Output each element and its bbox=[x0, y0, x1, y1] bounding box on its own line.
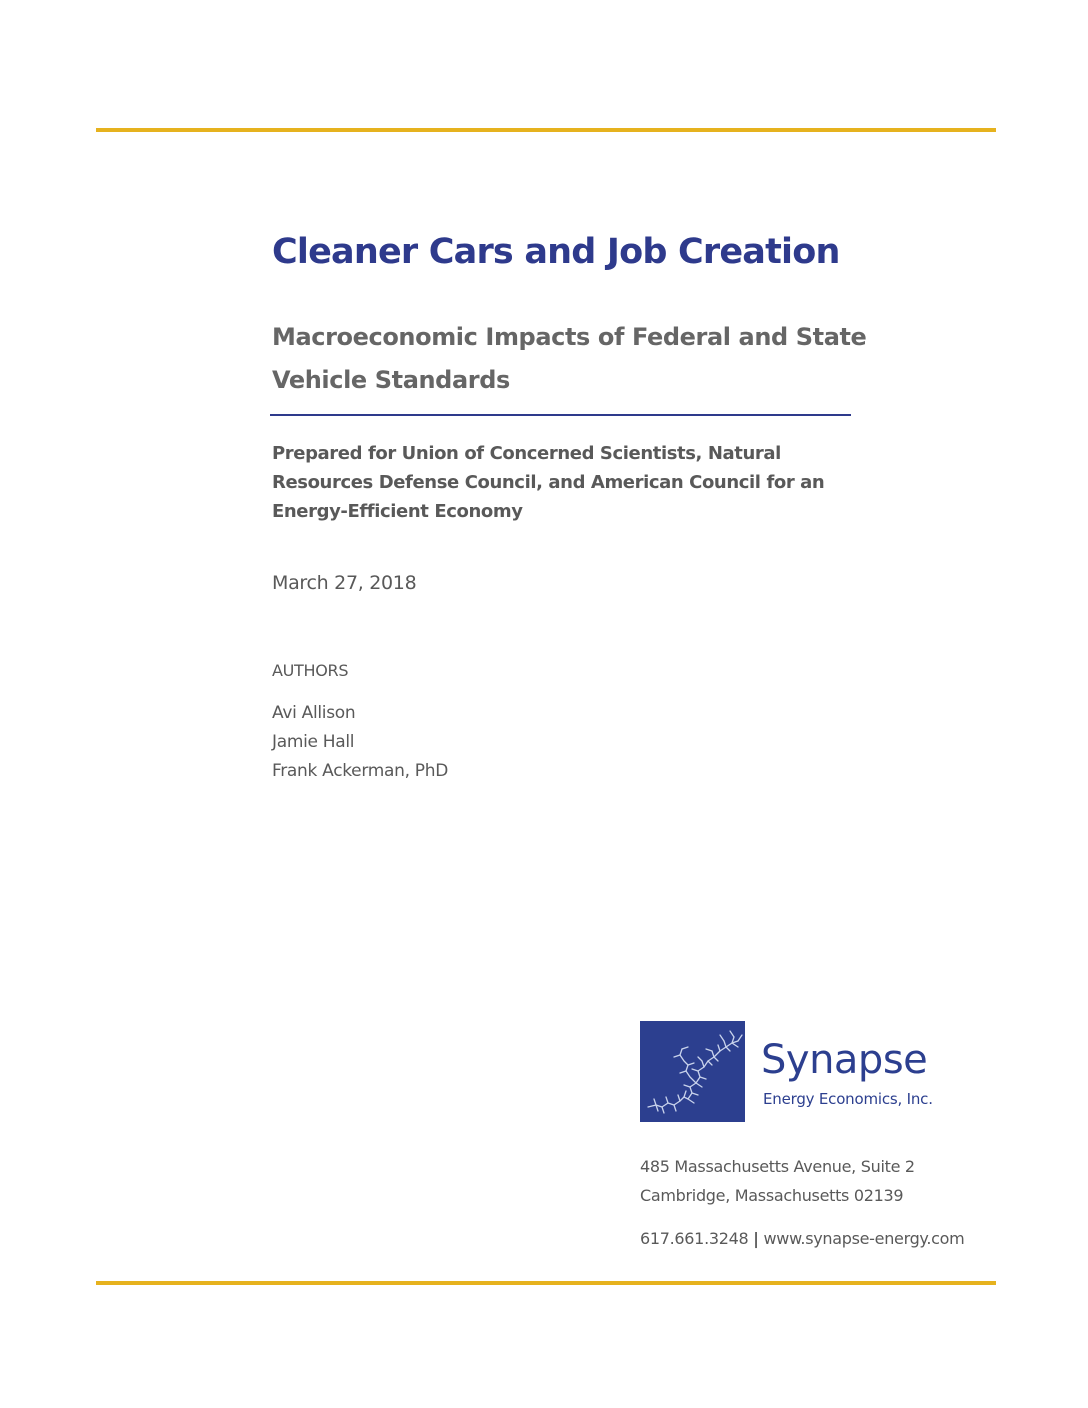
organization-subname: Energy Economics, Inc. bbox=[763, 1090, 933, 1108]
authors-list bbox=[272, 699, 448, 786]
phone-number: 617.661.3248 bbox=[640, 1229, 749, 1248]
synapse-neuron-logo-icon bbox=[640, 1021, 745, 1122]
subtitle-line: Vehicle Standards bbox=[272, 366, 510, 394]
address-line: 485 Massachusetts Avenue, Suite 2 bbox=[640, 1157, 915, 1176]
subtitle-line: Macroeconomic Impacts of Federal and State bbox=[272, 323, 867, 351]
prepared-for-line: Resources Defense Council, and American Council for an bbox=[272, 472, 825, 493]
website-link[interactable]: www.synapse-energy.com bbox=[763, 1229, 965, 1248]
contact-separator: | bbox=[753, 1229, 759, 1248]
bottom-gold-rule bbox=[96, 1281, 996, 1285]
report-subtitle bbox=[272, 316, 872, 402]
organization-name: Synapse bbox=[761, 1037, 928, 1083]
author-name: Avi Allison bbox=[272, 703, 356, 723]
prepared-for-line: Prepared for Union of Concerned Scientists, Natural bbox=[272, 443, 781, 464]
prepared-for bbox=[272, 439, 824, 526]
organization-address bbox=[640, 1152, 915, 1210]
prepared-for-line: Energy-Efficient Economy bbox=[272, 501, 523, 522]
title-divider bbox=[270, 414, 851, 416]
organization-contact bbox=[640, 1229, 964, 1248]
report-date: March 27, 2018 bbox=[272, 572, 417, 594]
top-gold-rule bbox=[96, 128, 996, 132]
address-line: Cambridge, Massachusetts 02139 bbox=[640, 1186, 904, 1205]
author-name: Jamie Hall bbox=[272, 732, 355, 752]
author-name: Frank Ackerman, PhD bbox=[272, 761, 449, 781]
authors-heading: AUTHORS bbox=[272, 661, 349, 680]
report-title: Cleaner Cars and Job Creation bbox=[272, 232, 840, 272]
